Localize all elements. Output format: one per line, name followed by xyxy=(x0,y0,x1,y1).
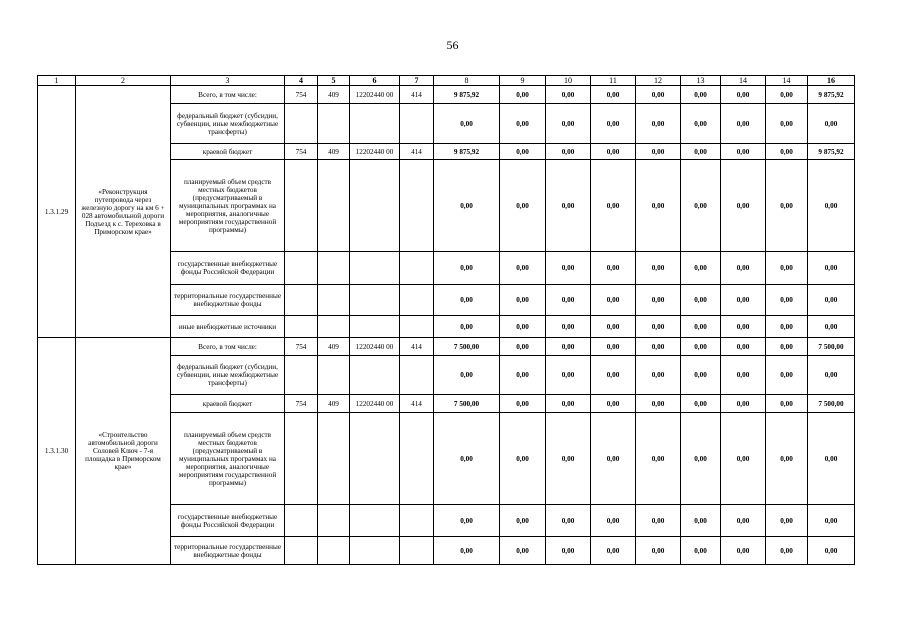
funding-source-cell: федеральный бюджет (субсидии, субвенции, иные межбюджетные трансферты) xyxy=(171,356,285,395)
amount-cell: 0,00 xyxy=(766,104,808,144)
amount-cell: 0,00 xyxy=(546,160,591,252)
amount-cell: 0,00 xyxy=(766,338,808,356)
column-header: 4 xyxy=(285,76,318,86)
amount-cell: 0,00 xyxy=(636,285,681,316)
code-cell-c4 xyxy=(285,252,318,285)
code-cell-c7 xyxy=(400,160,434,252)
amount-cell: 0,00 xyxy=(546,505,591,537)
code-cell-c7 xyxy=(400,316,434,338)
amount-cell: 0,00 xyxy=(681,505,721,537)
amount-cell: 0,00 xyxy=(721,160,766,252)
code-cell-c5: 409 xyxy=(318,144,350,160)
amount-cell: 0,00 xyxy=(636,160,681,252)
amount-cell: 0,00 xyxy=(500,252,546,285)
amount-cell: 9 875,92 xyxy=(808,86,855,104)
amount-cell: 0,00 xyxy=(500,338,546,356)
column-header: 16 xyxy=(808,76,855,86)
amount-cell: 0,00 xyxy=(546,252,591,285)
amount-cell: 0,00 xyxy=(808,316,855,338)
amount-cell: 0,00 xyxy=(808,160,855,252)
amount-cell: 0,00 xyxy=(591,395,636,413)
amount-cell: 0,00 xyxy=(434,505,500,537)
code-cell-c7: 414 xyxy=(400,144,434,160)
amount-cell: 0,00 xyxy=(591,252,636,285)
code-cell-c7 xyxy=(400,285,434,316)
code-cell-c4 xyxy=(285,316,318,338)
amount-cell: 0,00 xyxy=(434,285,500,316)
amount-cell: 0,00 xyxy=(681,285,721,316)
code-cell-c5: 409 xyxy=(318,86,350,104)
amount-cell: 0,00 xyxy=(721,537,766,565)
amount-cell: 0,00 xyxy=(636,144,681,160)
amount-cell: 0,00 xyxy=(766,144,808,160)
funding-source-cell: государственные внебюджетные фонды Российской Федерации xyxy=(171,505,285,537)
amount-cell: 0,00 xyxy=(766,505,808,537)
code-cell-c7: 414 xyxy=(400,338,434,356)
item-number-cell: 1.3.1.30 xyxy=(38,338,76,565)
funding-source-cell: федеральный бюджет (субсидии, субвенции, иные межбюджетные трансферты) xyxy=(171,104,285,144)
column-header: 9 xyxy=(500,76,546,86)
amount-cell: 0,00 xyxy=(721,505,766,537)
amount-cell: 0,00 xyxy=(546,86,591,104)
code-cell-c6: 12202440 00 xyxy=(350,395,400,413)
amount-cell: 0,00 xyxy=(766,356,808,395)
code-cell-c7 xyxy=(400,252,434,285)
funding-source-cell: планируемый объем средств местных бюджетов (предусматриваемый в муниципальных программах на мероприятия, аналогичные мероприятиям государственной программы) xyxy=(171,160,285,252)
amount-cell: 0,00 xyxy=(766,316,808,338)
amount-cell: 7 500,00 xyxy=(808,395,855,413)
amount-cell: 0,00 xyxy=(500,505,546,537)
amount-cell: 0,00 xyxy=(766,413,808,505)
amount-cell: 0,00 xyxy=(500,356,546,395)
code-cell-c5 xyxy=(318,505,350,537)
table-row xyxy=(38,86,855,104)
column-header: 10 xyxy=(546,76,591,86)
amount-cell: 0,00 xyxy=(500,537,546,565)
code-cell-c5 xyxy=(318,356,350,395)
code-cell-c4 xyxy=(285,413,318,505)
code-cell-c7: 414 xyxy=(400,395,434,413)
funding-source-cell: Всего, в том числе: xyxy=(171,338,285,356)
funding-source-cell: территориальные государственные внебюджетные фонды xyxy=(171,285,285,316)
amount-cell: 0,00 xyxy=(591,160,636,252)
amount-cell: 0,00 xyxy=(546,285,591,316)
code-cell-c4 xyxy=(285,104,318,144)
amount-cell: 0,00 xyxy=(591,505,636,537)
amount-cell: 0,00 xyxy=(808,505,855,537)
amount-cell: 0,00 xyxy=(721,285,766,316)
funding-source-cell: государственные внебюджетные фонды Российской Федерации xyxy=(171,252,285,285)
code-cell-c4: 754 xyxy=(285,144,318,160)
amount-cell: 0,00 xyxy=(681,144,721,160)
code-cell-c6: 12202440 00 xyxy=(350,144,400,160)
code-cell-c4: 754 xyxy=(285,86,318,104)
amount-cell: 0,00 xyxy=(636,338,681,356)
amount-cell: 0,00 xyxy=(636,356,681,395)
amount-cell: 0,00 xyxy=(636,413,681,505)
amount-cell: 0,00 xyxy=(808,356,855,395)
amount-cell: 0,00 xyxy=(636,505,681,537)
code-cell-c7 xyxy=(400,537,434,565)
code-cell-c7: 414 xyxy=(400,86,434,104)
amount-cell: 0,00 xyxy=(546,356,591,395)
code-cell-c5 xyxy=(318,285,350,316)
code-cell-c6 xyxy=(350,413,400,505)
amount-cell: 0,00 xyxy=(434,537,500,565)
amount-cell: 0,00 xyxy=(500,395,546,413)
amount-cell: 0,00 xyxy=(721,86,766,104)
amount-cell: 7 500,00 xyxy=(434,338,500,356)
amount-cell: 0,00 xyxy=(681,537,721,565)
amount-cell: 0,00 xyxy=(591,316,636,338)
amount-cell: 0,00 xyxy=(808,413,855,505)
code-cell-c6 xyxy=(350,160,400,252)
amount-cell: 0,00 xyxy=(636,104,681,144)
amount-cell: 0,00 xyxy=(591,356,636,395)
amount-cell: 0,00 xyxy=(808,537,855,565)
code-cell-c6 xyxy=(350,356,400,395)
amount-cell: 0,00 xyxy=(500,413,546,505)
column-header: 8 xyxy=(434,76,500,86)
column-header: 7 xyxy=(400,76,434,86)
column-header: 14 xyxy=(766,76,808,86)
code-cell-c4: 754 xyxy=(285,338,318,356)
amount-cell: 0,00 xyxy=(681,252,721,285)
amount-cell: 0,00 xyxy=(500,316,546,338)
amount-cell: 0,00 xyxy=(591,144,636,160)
amount-cell: 0,00 xyxy=(434,413,500,505)
amount-cell: 0,00 xyxy=(681,356,721,395)
amount-cell: 0,00 xyxy=(681,395,721,413)
funding-source-cell: краевой бюджет xyxy=(171,144,285,160)
funding-source-cell: Всего, в том числе: xyxy=(171,86,285,104)
code-cell-c5: 409 xyxy=(318,338,350,356)
amount-cell: 0,00 xyxy=(591,285,636,316)
amount-cell: 0,00 xyxy=(808,104,855,144)
amount-cell: 0,00 xyxy=(546,338,591,356)
code-cell-c4 xyxy=(285,537,318,565)
code-cell-c6 xyxy=(350,252,400,285)
amount-cell: 0,00 xyxy=(721,252,766,285)
funding-source-cell: краевой бюджет xyxy=(171,395,285,413)
amount-cell: 0,00 xyxy=(766,537,808,565)
amount-cell: 0,00 xyxy=(546,316,591,338)
amount-cell: 0,00 xyxy=(500,160,546,252)
code-cell-c6 xyxy=(350,505,400,537)
amount-cell: 0,00 xyxy=(500,86,546,104)
amount-cell: 0,00 xyxy=(500,104,546,144)
amount-cell: 0,00 xyxy=(546,413,591,505)
code-cell-c5 xyxy=(318,104,350,144)
amount-cell: 0,00 xyxy=(591,338,636,356)
table-body xyxy=(38,76,855,565)
budget-table xyxy=(37,75,855,565)
code-cell-c7 xyxy=(400,505,434,537)
amount-cell: 0,00 xyxy=(500,285,546,316)
amount-cell: 0,00 xyxy=(636,252,681,285)
code-cell-c4 xyxy=(285,285,318,316)
amount-cell: 0,00 xyxy=(681,160,721,252)
code-cell-c5 xyxy=(318,160,350,252)
column-header: 14 xyxy=(721,76,766,86)
amount-cell: 0,00 xyxy=(434,252,500,285)
code-cell-c5 xyxy=(318,537,350,565)
code-cell-c6 xyxy=(350,537,400,565)
funding-source-cell: территориальные государственные внебюджетные фонды xyxy=(171,537,285,565)
amount-cell: 0,00 xyxy=(591,537,636,565)
amount-cell: 0,00 xyxy=(546,144,591,160)
code-cell-c6 xyxy=(350,316,400,338)
amount-cell: 0,00 xyxy=(766,395,808,413)
amount-cell: 7 500,00 xyxy=(434,395,500,413)
amount-cell: 0,00 xyxy=(546,104,591,144)
amount-cell: 0,00 xyxy=(681,413,721,505)
amount-cell: 9 875,92 xyxy=(808,144,855,160)
funding-source-cell: иные внебюджетные источники xyxy=(171,316,285,338)
amount-cell: 0,00 xyxy=(721,316,766,338)
amount-cell: 0,00 xyxy=(434,316,500,338)
amount-cell: 0,00 xyxy=(434,160,500,252)
amount-cell: 0,00 xyxy=(434,356,500,395)
amount-cell: 0,00 xyxy=(636,86,681,104)
amount-cell: 0,00 xyxy=(808,252,855,285)
amount-cell: 0,00 xyxy=(636,537,681,565)
column-header: 6 xyxy=(350,76,400,86)
code-cell-c4 xyxy=(285,160,318,252)
page-number: 56 xyxy=(446,38,459,52)
amount-cell: 0,00 xyxy=(721,395,766,413)
code-cell-c6: 12202440 00 xyxy=(350,86,400,104)
amount-cell: 0,00 xyxy=(636,395,681,413)
item-number-cell: 1.3.1.29 xyxy=(38,86,76,338)
amount-cell: 0,00 xyxy=(546,395,591,413)
code-cell-c5 xyxy=(318,252,350,285)
amount-cell: 0,00 xyxy=(766,252,808,285)
code-cell-c5: 409 xyxy=(318,395,350,413)
amount-cell: 0,00 xyxy=(808,285,855,316)
amount-cell: 0,00 xyxy=(546,537,591,565)
code-cell-c5 xyxy=(318,413,350,505)
code-cell-c4 xyxy=(285,505,318,537)
column-header: 11 xyxy=(591,76,636,86)
code-cell-c7 xyxy=(400,356,434,395)
amount-cell: 7 500,00 xyxy=(808,338,855,356)
amount-cell: 0,00 xyxy=(636,316,681,338)
column-header: 12 xyxy=(636,76,681,86)
amount-cell: 0,00 xyxy=(681,316,721,338)
amount-cell: 0,00 xyxy=(721,104,766,144)
amount-cell: 0,00 xyxy=(721,413,766,505)
column-header: 2 xyxy=(76,76,171,86)
amount-cell: 0,00 xyxy=(766,86,808,104)
code-cell-c5 xyxy=(318,316,350,338)
code-cell-c7 xyxy=(400,413,434,505)
amount-cell: 9 875,92 xyxy=(434,144,500,160)
code-cell-c6 xyxy=(350,104,400,144)
amount-cell: 0,00 xyxy=(500,144,546,160)
amount-cell: 0,00 xyxy=(681,104,721,144)
table-row xyxy=(38,338,855,356)
event-name-cell: «Реконструкция путепровода через железную дорогу на км 6 + 028 автомобильной дороги Подъезд к с. Тереховка в Приморском крае» xyxy=(76,86,171,338)
amount-cell: 0,00 xyxy=(434,104,500,144)
amount-cell: 0,00 xyxy=(591,413,636,505)
amount-cell: 0,00 xyxy=(721,144,766,160)
amount-cell: 0,00 xyxy=(591,86,636,104)
amount-cell: 0,00 xyxy=(766,160,808,252)
amount-cell: 9 875,92 xyxy=(434,86,500,104)
column-header: 13 xyxy=(681,76,721,86)
amount-cell: 0,00 xyxy=(591,104,636,144)
column-number-row xyxy=(38,76,855,86)
code-cell-c6 xyxy=(350,285,400,316)
column-header: 5 xyxy=(318,76,350,86)
funding-source-cell: планируемый объем средств местных бюджетов (предусматриваемый в муниципальных программах на мероприятия, аналогичные мероприятиям государственной программы) xyxy=(171,413,285,505)
amount-cell: 0,00 xyxy=(681,86,721,104)
amount-cell: 0,00 xyxy=(721,356,766,395)
code-cell-c7 xyxy=(400,104,434,144)
amount-cell: 0,00 xyxy=(681,338,721,356)
code-cell-c4: 754 xyxy=(285,395,318,413)
code-cell-c6: 12202440 00 xyxy=(350,338,400,356)
column-header: 1 xyxy=(38,76,76,86)
amount-cell: 0,00 xyxy=(766,285,808,316)
column-header: 3 xyxy=(171,76,285,86)
code-cell-c4 xyxy=(285,356,318,395)
event-name-cell: «Строительство автомобильной дороги Соловей Ключ - 7-я площадка в Приморском крае» xyxy=(76,338,171,565)
amount-cell: 0,00 xyxy=(721,338,766,356)
